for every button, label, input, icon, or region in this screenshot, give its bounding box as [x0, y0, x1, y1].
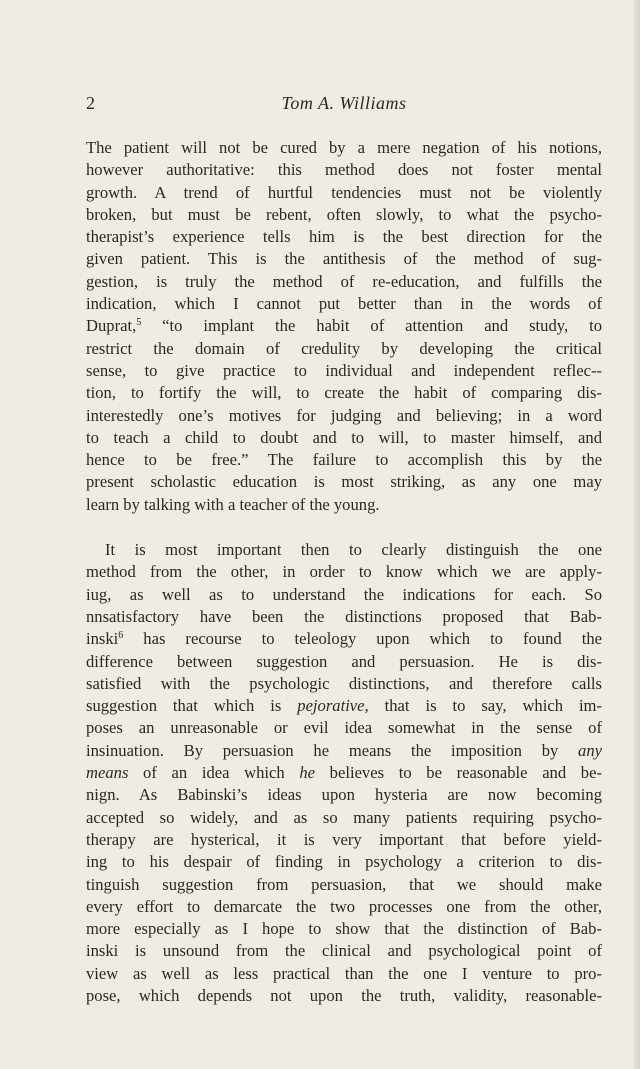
text-line: [86, 315, 602, 337]
paragraph-2: [86, 539, 602, 1007]
text-run: has recourse to teleology upon which to found the: [123, 629, 602, 649]
emphasis: pejorative,: [297, 696, 369, 716]
text-run: “to implant the habit of attention and study, to: [141, 316, 602, 336]
text-line: [86, 740, 602, 762]
emphasis: any: [578, 740, 602, 760]
text-line: present scholastic education is most striking, as any one may: [86, 472, 602, 492]
text-line: inski is unsound from the clinical and psychological point of: [86, 941, 602, 961]
emphasis: he: [299, 763, 316, 783]
text-run: of an idea which: [128, 763, 300, 783]
text-line: tion, to fortify the will, to create the habit of comparing dis-: [86, 383, 602, 403]
text-line: therapist’s experience tells him is the best direction for the: [86, 227, 602, 247]
footnote-ref-5: 5: [136, 317, 142, 329]
text-line: broken, but must be rebent, often slowly, to what the psycho-: [86, 204, 602, 224]
text-line: view as well as less practical than the one I venture to pro-: [86, 963, 602, 983]
body-text: [86, 137, 602, 1007]
text-line: nnsatisfactory have been the distinctions proposed that Bab-: [86, 606, 602, 626]
text-line: poses an unreasonable or evil idea somewhat in the sense of: [86, 718, 602, 738]
text-line: accepted so widely, and as so many patients requiring psycho-: [86, 807, 602, 827]
text-line: satisfied with the psychologic distinctions, and therefore calls: [86, 673, 602, 693]
text-line: The patient will not be cured by a mere negation of his notions,: [86, 138, 602, 157]
text-line: nign. As Babinski’s ideas upon hysteria are now becoming: [86, 785, 602, 805]
text-run: suggestion that which is: [86, 696, 298, 716]
text-line: iug, as well as to understand the indications for each. So: [86, 584, 602, 604]
page-header: [86, 93, 602, 117]
text-line: tinguish suggestion from persuasion, that we should make: [86, 874, 602, 894]
text-run: Duprat,: [86, 316, 137, 336]
emphasis: means: [86, 763, 129, 783]
text-line: therapy are hysterical, it is very important that before yield-: [86, 829, 602, 849]
text-line: pose, which depends not upon the truth, validity, reasonable-: [86, 985, 602, 1005]
text-line: every effort to demarcate the two processes one from the other,: [86, 896, 602, 916]
text-run: insinuation. By persuasion he means the imposition by: [86, 740, 579, 760]
text-line: more especially as I hope to show that the distinction of Bab-: [86, 919, 602, 939]
paragraph-1: [86, 137, 602, 516]
text-run: believes to be reasonable and be-: [315, 763, 602, 783]
text-line: interestedly one’s motives for judging and believing; in a word: [86, 405, 602, 425]
text-line: difference between suggestion and persuasion. He is dis-: [86, 651, 602, 671]
text-line: hence to be free.” The failure to accomplish this by the: [86, 450, 602, 470]
text-line: indication, which I cannot put better than in the words of: [86, 294, 602, 314]
footnote-ref-6: 6: [118, 630, 124, 642]
text-line: It is most important then to clearly distinguish the one: [105, 540, 602, 560]
text-line: [86, 695, 602, 717]
text-line: sense, to give practice to individual and independent reflec--: [86, 360, 602, 380]
text-line: gestion, is truly the method of re-education, and fulfills the: [86, 271, 602, 291]
page-number: 2: [86, 93, 95, 113]
text-run: inski: [86, 629, 119, 649]
text-run: that is to say, which im-: [368, 696, 602, 716]
text-line: restrict the domain of credulity by developing the critical: [86, 338, 602, 358]
text-line: [86, 628, 602, 650]
page-edge-shadow: [634, 0, 640, 1069]
text-line: ing to his despair of finding in psychology a criterion to dis-: [86, 852, 602, 872]
running-head: Tom A. Williams: [281, 93, 407, 113]
text-line: [86, 762, 602, 784]
text-line: method from the other, in order to know which we are apply-: [86, 562, 602, 582]
text-line: learn by talking with a teacher of the young.: [86, 494, 380, 514]
text-line: to teach a child to doubt and to will, to master himself, and: [86, 427, 602, 447]
text-line: given patient. This is the antithesis of the method of sug-: [86, 249, 602, 269]
text-line: growth. A trend of hurtful tendencies must not be violently: [86, 182, 602, 202]
text-line: however authoritative: this method does not foster mental: [86, 160, 602, 180]
